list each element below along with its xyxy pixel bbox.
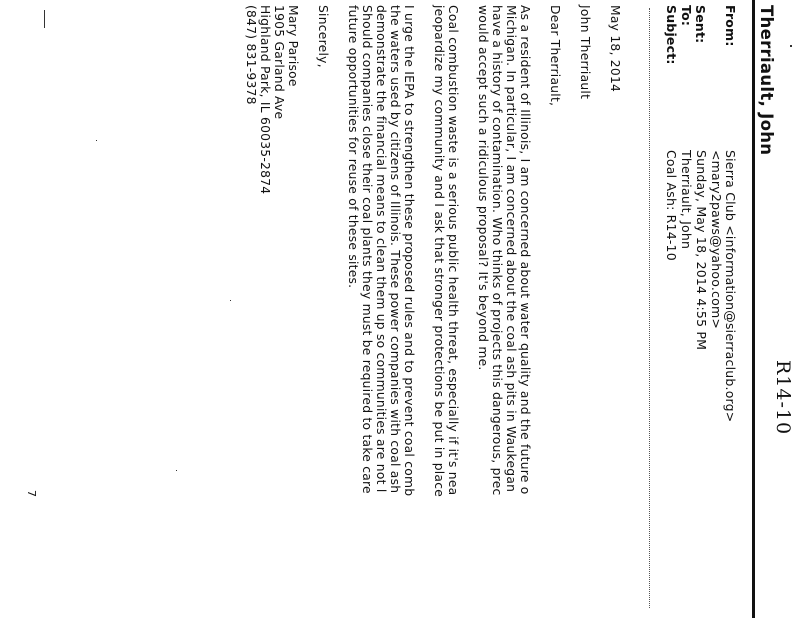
letter-salutation: Dear Therriault, [548,5,562,107]
paragraph3-line: Should companies close their coal plants they must be required to take care [360,5,374,494]
document-code: R14-10 [772,360,794,436]
header-divider [649,8,650,608]
to-label: To: [679,5,694,27]
from-email: <mary2paws@yahoo.com> [709,150,724,330]
paragraph1-line: Michigan. In particular, I am concerned about the coal ash pits in Waukegan [504,5,518,493]
subject-label: Subject: [664,5,679,65]
sent-value: Sunday, May 18, 2014 4:55 PM [694,150,709,351]
paragraph3-line: I urge the IEPA to strengthen these proposed rules and to prevent coal comb [402,5,416,497]
sender-name-heading: Therriault, John [757,5,776,156]
scan-speck [96,140,97,141]
signature-line: Mary Parisoe [286,5,300,87]
letter-closing: Sincerely, [316,5,330,68]
signature-line: 1905 Garland Ave [272,5,286,120]
sent-label: Sent: [693,5,708,44]
signature-line: Highland Park, IL 60035-2874 [258,5,272,195]
paragraph3-line: demonstrate the financial means to clean them up so communities are not l [374,5,388,493]
paragraph2-line: Coal combustion waste is a serious public health threat, especially if it's nea [446,5,460,496]
from-label: From: [723,5,738,47]
signature-line: (847) 831-9378 [244,5,258,105]
from-value: Sierra Club <information@sierraclub.org> [723,150,738,423]
header-rule [752,0,755,618]
paragraph3-line: the waters used by citizens of Illinois. These power companies with coal ash [388,5,402,494]
scan-speck [230,300,231,301]
letter-date: May 18, 2014 [608,5,622,93]
paragraph1-line: would accept such a ridiculous proposal? It's beyond me. [476,5,490,371]
paragraph1-line: have a history of contamination. Who thinks of projects this dangerous, prec [490,5,504,496]
scan-speck [790,45,792,47]
scan-speck [176,470,177,471]
paragraph2-line: jeopardize my community and I ask that stronger protections be put in place [432,5,446,498]
subject-value: Coal Ash: R14-10 [664,150,679,261]
page-number: 7 [25,490,38,498]
scan-speck [44,10,45,28]
paragraph3-line: future opportunities for reuse of these sites. [346,5,360,289]
paragraph1-line: As a resident of Illinois, I am concerned about water quality and the future o [518,5,532,495]
letter-recipient: John Therriault [578,5,592,100]
to-value: Therriault, John [679,150,694,250]
